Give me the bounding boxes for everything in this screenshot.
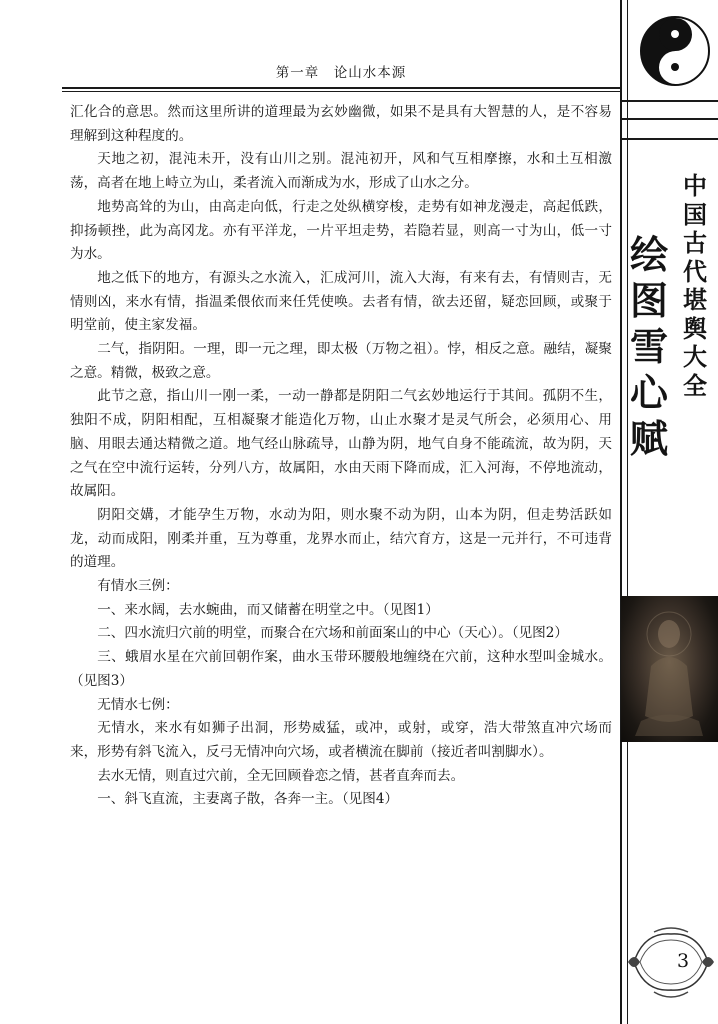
paragraph: 地势高耸的为山，由高走向低，行走之处纵横穿梭，走势有如神龙漫走，高起低跌，抑扬顿挫，此为高冈龙。亦有平洋龙，一片平坦走势，若隐若显，则高一寸为山，低一寸为水。	[70, 198, 612, 263]
header-rule-thin	[62, 91, 620, 92]
sidebar-divider	[620, 118, 718, 120]
body-text	[70, 101, 612, 812]
header-rule	[62, 87, 620, 89]
paragraph: 无情水，来水有如狮子出洞，形势威猛，或冲，或射，或穿，浩大带煞直冲穴场而来，形势有斜飞流入，反弓无情冲向穴场，或者横流在脚前（接近者叫割脚水）。	[70, 720, 612, 760]
paragraph: 天地之初，混沌未开，没有山川之别。混沌初开，风和气互相摩擦，水和土互相激荡，高者在地上峙立为山，柔者流入而渐成为水，形成了山水之分。	[70, 151, 612, 192]
paragraph: 一、斜飞直流，主妻离子散，各奔一主。（见图4）	[97, 791, 399, 808]
sidebar-border-inner	[627, 0, 628, 1024]
sidebar-divider	[620, 138, 718, 140]
running-header: 第一章 论山水本源	[275, 65, 407, 81]
series-title: 中国古代堪舆大全	[683, 171, 707, 400]
book-title: 绘图雪心赋	[629, 232, 668, 461]
paragraph: 三、蛾眉水星在穴前回朝作案，曲水玉带环腰般地缠绕在穴前，这种水型叫金城水。（见图3）	[70, 649, 612, 689]
paragraph: 汇化合的意思。然而这里所讲的道理最为玄妙幽微，如果不是具有大智慧的人，是不容易理解到这种程度的。	[70, 104, 612, 144]
page-number: 3	[676, 950, 690, 972]
paragraph: 二、四水流归穴前的明堂，而聚合在穴场和前面案山的中心（天心）。（见图2）	[97, 625, 569, 642]
paragraph: 二气，指阴阳。一理，即一元之理，即太极（万物之祖）。悖，相反之意。融结，凝聚之意。精微，极致之意。	[70, 341, 612, 381]
paragraph: 此节之意，指山川一刚一柔，一动一静都是阴阳二气玄妙地运行于其间。孤阴不生，独阳不成，阴阳相配，互相凝聚才能造化万物，山止水聚才是灵气所会，必须用心、用脑、用眼去通达精微之道。地气经山脉疏导，山静为阴，地气自身不能疏流，故为阴，天之气在空中流行运转，分列八方，故属阳，水由天雨下降而成，汇入河海，不停地流动，故属阳。	[70, 388, 612, 500]
statue-silhouette	[621, 596, 718, 742]
sidebar	[620, 0, 718, 1024]
paragraph: 无情水七例：	[97, 696, 179, 713]
paragraph: 一、来水阔，去水蜿曲，而又储蓄在明堂之中。（见图1）	[97, 601, 439, 618]
paragraph: 阴阳交媾，才能孕生万物，水动为阳，则水聚不动为阴，山本为阴，但走势活跃如龙，动而成阳，刚柔并重，互为尊重，龙界水而止，结穴育方，这是一元并行，不可违背的道理。	[70, 506, 612, 571]
paragraph: 去水无情，则直过穴前，全无回顾眷恋之情，甚者直奔而去。	[97, 767, 465, 784]
paragraph: 地之低下的地方，有源头之水流入，汇成河川，流入大海，有来有去，有情则吉，无情则凶，来水有情，指温柔偎依而来任凭使唤。去者有情，欲去还留，疑恋回顾，或聚于明堂前，使主家发福。	[70, 269, 612, 334]
yin-yang-icon	[640, 16, 710, 86]
paragraph: 有情水三例：	[97, 578, 179, 595]
sidebar-border	[620, 0, 622, 1024]
sidebar-divider	[620, 100, 718, 102]
buddha-statue-image	[621, 596, 718, 742]
